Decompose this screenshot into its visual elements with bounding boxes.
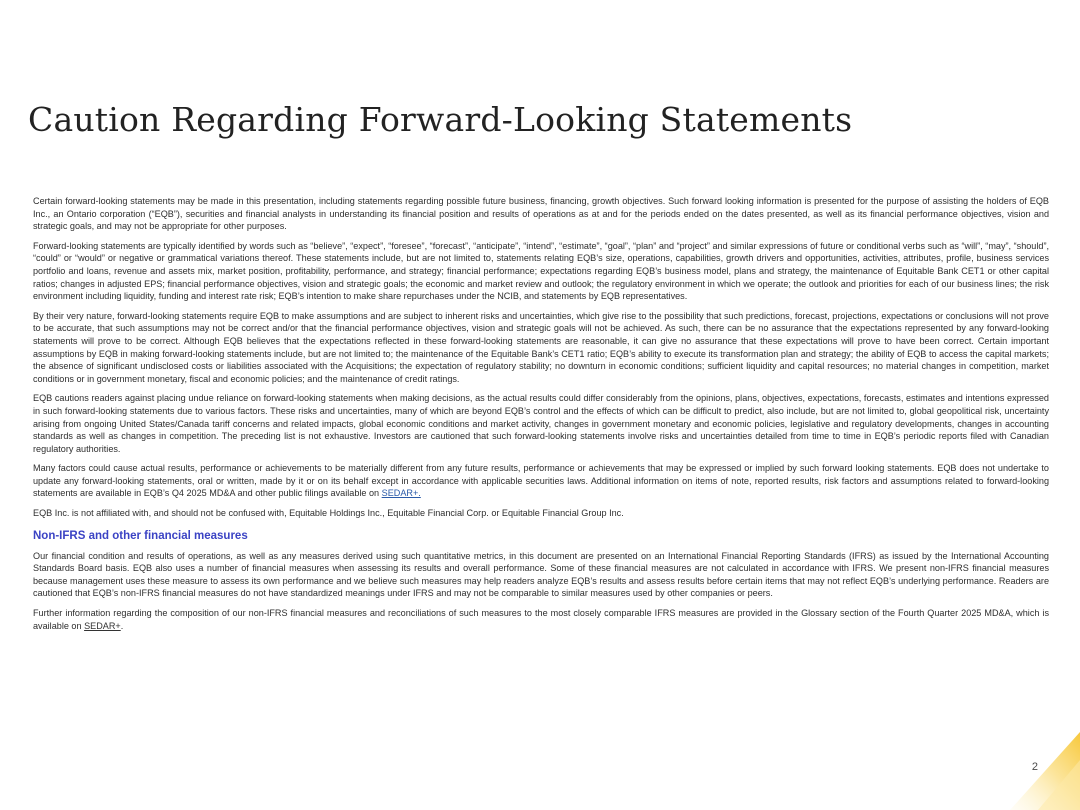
paragraph-identification: Forward-looking statements are typically identified by words such as “believe”, “expect”, “foresee”, “forecast”, “anticipate”, “intend”, “estimate”, “goal”, “plan” and “project” and similar expressions of future or conditional verbs such as “will”, “may”, “should”, “could” or “would” or negative or grammatical variations thereof. These statements include, but are not limited to, statements relating EQB’s size, operations, capabilities, growth drivers and opportunities, activities, attributes, profile, business services portfolio and loans, revenue and assets mix, market position, profitability, performance, and strategy; financial performance; expectations regarding EQB’s business model, plans and strategy, the maintenance of Equitable Bank CET1 or other capital ratios; changes in adjusted EPS; financial performance objectives, vision and strategic goals; the economic and market review and outlook; the regulatory environment in which we operate; the outlook and priorities for each of our business lines; the risk environment including liquidity, funding and interest rate risk; EQB’s intention to make share repurchases under the NCIB, and statements by EQB representatives. [33,240,1049,302]
paragraph-assumptions: By their very nature, forward-looking statements require EQB to make assumptions and are subject to inherent risks and uncertainties, which give rise to the possibility that such predictions, forecast, projections, expectations or conclusions will not prove to be accurate, that such assumptions may not be correct and/or that the financial performance objectives, vision and strategic goals will not be achieved. As such, there can be no assurance that the expectations represented by any forward-looking statements will prove to be correct. Although EQB believes that the expectations reflected in these forward-looking statements are reasonable, it can give no assurance that these expectations will prove to have been correct. Certain important assumptions by EQB in making forward-looking statements include, but are not limited to; the maintenance of the Equitable Bank’s CET1 ratio; EQB’s ability to execute its transformation plan and strategy; the ability of EQB to access the capital markets; the absence of significant undisclosed costs or liabilities associated with the Acquisitions; the expectation of regulatory stability; no downturn in economic conditions; sufficient liquidity and capital resources; no material changes in competition, market conditions or in government monetary, fiscal and economic policies; and the maintenance of credit ratings. [33,310,1049,384]
disclaimer-body [33,195,1049,639]
paragraph-further-info-end: . [120,620,124,631]
page-title: Caution Regarding Forward-Looking Statements [28,100,853,139]
paragraph-affiliation: EQB Inc. is not affiliated with, and should not be confused with, Equitable Holdings Inc., Equitable Financial Corp. or Equitable Financial Group Inc. [33,508,624,519]
paragraph-factors-text: Many factors could cause actual results, performance or achievements to be materially different from any future results, performance or achievements that may be expressed or implied by such forward looking statements. EQB does not undertake to update any forward-looking statements, oral or written, made by it or on its behalf except in accordance with applicable securities laws. Additional information on items of note, reported results, risk factors and assumptions related to forward-looking statements are available in EQB’s Q4 2025 MD&A and other public filings available on [33,463,1049,499]
non-ifrs-heading: Non-IFRS and other financial measures [33,529,248,542]
paragraph-further-info-text: Further information regarding the composition of our non-IFRS financial measures and reconciliations of such measures to the most closely comparable IFRS measures are provided in the Glossary section of the Fourth Quarter 2025 MD&A, which is available on [33,608,1049,631]
sedar-link[interactable]: SEDAR+. [381,488,421,499]
corner-accent-graphic [960,730,1080,810]
paragraph-non-ifrs: Our financial condition and results of operations, as well as any measures derived using such quantitative metrics, in this document are presented on an International Financial Reporting Standards (IFRS) as issued by the International Accounting Standards Board basis. EQB also uses a number of financial measures when assessing its results and overall performance. Some of these financial measures are not calculated in accordance with IFRS. We present non-IFRS financial measures because management uses these measure to assess its own performance and we believe such measures may help readers analyze EQB’s results and assess results before certain items that may not reflect EQB’s underlying performance. Readers are cautioned that EQB’s non-IFRS financial measures do not have standardized meanings under IFRS and may not be comparable to similar measures used by other companies or peers. [33,550,1049,599]
paragraph-purpose: Certain forward-looking statements may be made in this presentation, including statements regarding possible future business, financing, growth objectives. Such forward looking information is presented for the purpose of assisting the holders of EQB Inc., an Ontario corporation (“EQB”), securities and financial analysts in understanding its financial position and results of operations as at and for the periods ended on the dates presented, as well as its financial performance objectives, vision and strategic goals, and may not be appropriate for other purposes. [33,196,1049,232]
sedar-link-2[interactable]: SEDAR+ [84,620,121,631]
paragraph-factors [33,462,1049,500]
paragraph-further-info [33,607,1049,632]
page-number: 2 [1031,761,1038,773]
paragraph-cautions: EQB cautions readers against placing undue reliance on forward-looking statements when making decisions, as the actual results could differ considerably from the opinions, plans, objectives, expectations, forecasts, estimates and intentions expressed in such forward-looking statements due to various factors. These risks and uncertainties, many of which are beyond EQB’s control and the effects of which can be difficult to predict, also include, but are not limited to, global geopolitical risk, uncertainty arising from ongoing United States/Canada tariff concerns and related impacts, global economic conditions and market activity, changes in government monetary and economic policies, legislative and regulatory developments, changes in accounting standards as well as changes in competition. The preceding list is not exhaustive. Investors are cautioned that such forward-looking statements involve risks and uncertainties detailed from time to time in EQB’s periodic reports filed with Canadian regulatory authorities. [33,393,1049,454]
